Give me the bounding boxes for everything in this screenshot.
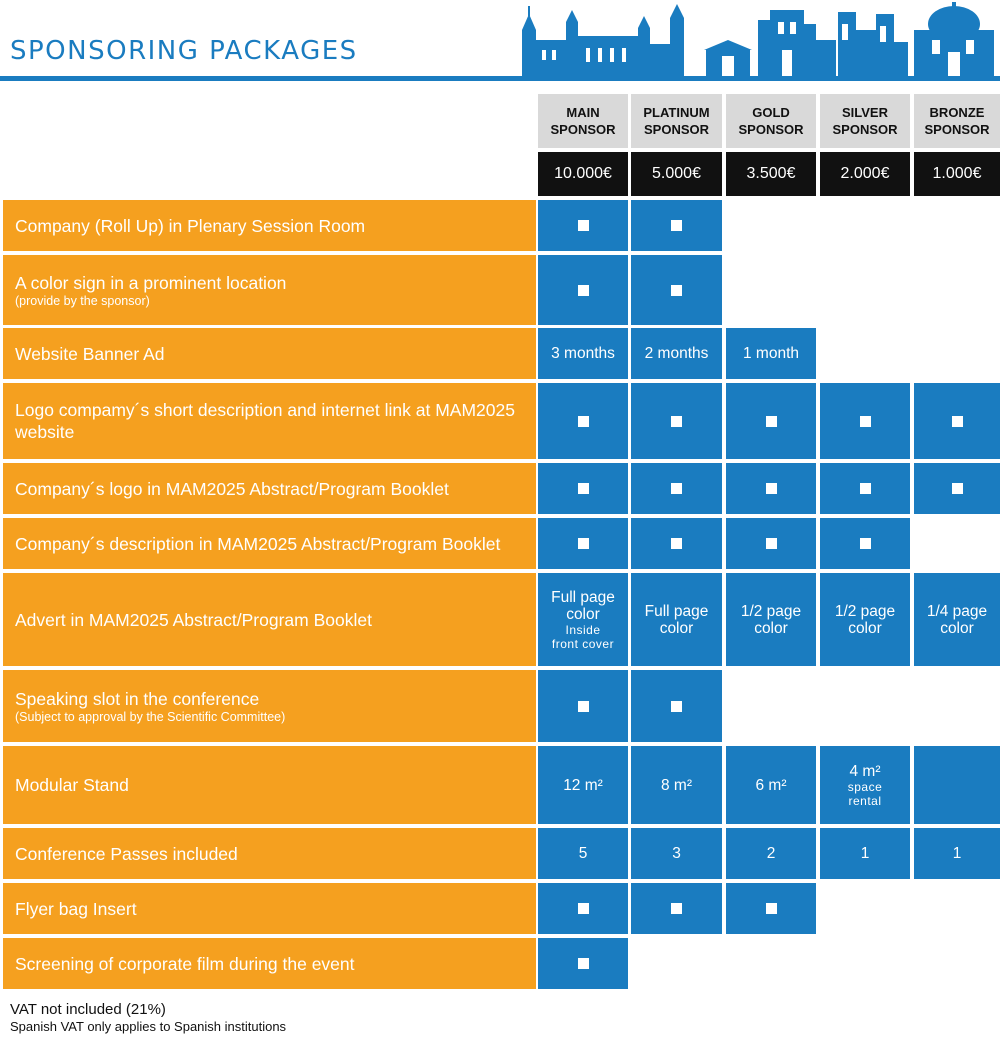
price-0: 10.000€ [538,152,628,196]
city-skyline-icon [520,0,1000,80]
column-header-line1: SILVER [842,105,888,120]
checkmark-square-icon [578,416,589,427]
checkmark-square-icon [578,483,589,494]
cell-small-text: rental [848,793,882,808]
footer-notes [10,1000,286,1035]
cell-r4-c2 [726,463,816,514]
cell-r5-c0 [538,518,628,569]
cell-r5-c3 [820,518,910,569]
checkmark-square-icon [578,285,589,296]
cell-r9-c0 [538,828,628,879]
column-header-0 [538,94,628,148]
cell-text: 8 m² [661,776,692,794]
header [0,0,1000,86]
cell-text: 3 [672,845,681,862]
checkmark-square-icon [671,416,682,427]
cell-text: 1/4 page [926,602,988,620]
column-header-line2: SPONSOR [738,122,804,137]
cell-r6-c4 [914,573,1000,666]
checkmark-square-icon [578,538,589,549]
cell-text: 2 [766,845,776,862]
column-header-2 [726,94,816,148]
price-2: 3.500€ [726,152,816,196]
cell-r3-c3 [820,383,910,459]
row-label-text: Modular Stand [15,775,129,795]
cell-r9-c1 [631,828,722,879]
column-header-line2: SPONSOR [924,122,990,137]
cell-r8-c4 [914,746,1000,824]
row-label-text: Flyer bag Insert [15,898,137,919]
cell-r6-c2 [726,573,816,666]
column-header-line1: BRONZE [929,105,985,120]
row-label-8 [3,746,536,824]
column-header-4 [914,94,1000,148]
cell-r1-c0 [538,255,628,325]
row-label-1 [3,255,536,325]
cell-text: 1 [952,845,962,862]
cell-r10-c0 [538,883,628,934]
price-3: 2.000€ [820,152,910,196]
checkmark-square-icon [578,903,589,914]
cell-small-text: space [847,779,883,794]
cell-r2-c2 [726,328,816,379]
cell-r1-c1 [631,255,722,325]
column-header-line1: PLATINUM [643,105,710,120]
row-label-text: Conference Passes included [15,843,238,864]
checkmark-square-icon [860,416,871,427]
cell-r9-c4 [914,828,1000,879]
cell-text: 1/2 page [740,602,802,620]
cell-text: 2 months [644,345,709,362]
cell-r3-c0 [538,383,628,459]
cell-text: 6 m² [755,776,787,794]
row-label-text: Company´s logo in MAM2025 Abstract/Program Booklet [15,478,449,499]
row-label-text: Speaking slot in the conference [15,688,260,709]
row-label-text: Website Banner Ad [15,343,165,364]
cell-r3-c1 [631,383,722,459]
row-label-text: Screening of corporate film during the event [15,953,355,974]
checkmark-square-icon [766,538,777,549]
row-label-6 [3,573,536,666]
column-header-line1: GOLD [752,105,790,120]
cell-r2-c0 [538,328,628,379]
cell-r4-c4 [914,463,1000,514]
cell-small-text: front cover [551,636,615,651]
cell-r7-c1 [631,670,722,742]
column-header-line2: SPONSOR [643,122,709,137]
cell-r6-c3 [820,573,910,666]
cell-r3-c2 [726,383,816,459]
cell-text: color [659,619,694,637]
cell-text: color [940,619,974,637]
price-4: 1.000€ [914,152,1000,196]
row-label-0 [3,200,536,251]
checkmark-square-icon [578,701,589,712]
cell-r11-c0 [538,938,628,989]
checkmark-square-icon [671,285,682,296]
checkmark-square-icon [671,538,682,549]
row-label-9 [3,828,536,879]
row-label-text: A color sign in a prominent location [15,272,287,293]
row-label-3 [3,383,536,459]
cell-r9-c3 [820,828,910,879]
cell-text: 1 month [742,345,799,362]
cell-text: color [848,619,882,637]
checkmark-square-icon [578,220,589,231]
checkmark-square-icon [671,701,682,712]
checkmark-square-icon [860,483,871,494]
cell-r8-c3 [820,746,910,824]
row-label-subtext: (Subject to approval by the Scientific Committee) [15,709,286,724]
cell-r6-c1 [631,573,722,666]
cell-text: 1/2 page [834,602,896,620]
price-1: 5.000€ [631,152,722,196]
row-label-7 [3,670,536,742]
cell-r0-c1 [631,200,722,251]
cell-r4-c3 [820,463,910,514]
checkmark-square-icon [671,220,682,231]
row-label-subtext: (provide by the sponsor) [15,293,150,308]
checkmark-square-icon [952,483,963,494]
checkmark-square-icon [860,538,871,549]
row-label-2 [3,328,536,379]
row-label-text: Company´s description in MAM2025 Abstract/Program Booklet [15,533,501,554]
cell-r0-c0 [538,200,628,251]
cell-r10-c2 [726,883,816,934]
cell-r6-c0 [538,573,628,666]
row-label-text: Logo compamy´s short description and internet link at MAM2025 website [15,400,515,442]
checkmark-square-icon [952,416,963,427]
row-label-text: Company (Roll Up) in Plenary Session Room [15,215,366,236]
cell-r9-c2 [726,828,816,879]
cell-text: Full page [551,588,615,606]
row-label-4 [3,463,536,514]
cell-r8-c1 [631,746,722,824]
cell-text: color [566,605,600,623]
cell-text: 3 months [551,345,615,362]
cell-text: 5 [578,845,588,862]
cell-r4-c1 [631,463,722,514]
cell-text: 1 [860,845,870,862]
row-label-5 [3,518,536,569]
column-header-line2: SPONSOR [832,122,898,137]
cell-r8-c0 [538,746,628,824]
column-header-1 [631,94,722,148]
checkmark-square-icon [766,416,777,427]
page-title: SPONSORING PACKAGES [10,36,358,66]
cell-r10-c1 [631,883,722,934]
vat-spanish-note: Spanish VAT only applies to Spanish institutions [10,1019,287,1034]
column-header-line2: SPONSOR [550,122,616,137]
vat-note: VAT not included (21%) [10,1001,166,1018]
header-divider [0,76,1000,81]
cell-text: color [754,619,788,637]
cell-text: 4 m² [849,762,881,780]
cell-r4-c0 [538,463,628,514]
cell-r2-c1 [631,328,722,379]
cell-r8-c2 [726,746,816,824]
checkmark-square-icon [671,483,682,494]
cell-r3-c4 [914,383,1000,459]
cell-small-text: Inside [565,622,601,637]
row-label-10 [3,883,536,934]
cell-text: Full page [644,602,709,620]
cell-r7-c0 [538,670,628,742]
column-header-3 [820,94,910,148]
checkmark-square-icon [766,483,777,494]
checkmark-square-icon [578,958,589,969]
cell-r5-c1 [631,518,722,569]
column-header-line1: MAIN [566,105,600,120]
row-label-11 [3,938,536,989]
checkmark-square-icon [671,903,682,914]
row-label-text: Advert in MAM2025 Abstract/Program Booklet [15,609,372,630]
checkmark-square-icon [766,903,777,914]
cell-text: 12 m² [563,776,603,794]
cell-r5-c2 [726,518,816,569]
